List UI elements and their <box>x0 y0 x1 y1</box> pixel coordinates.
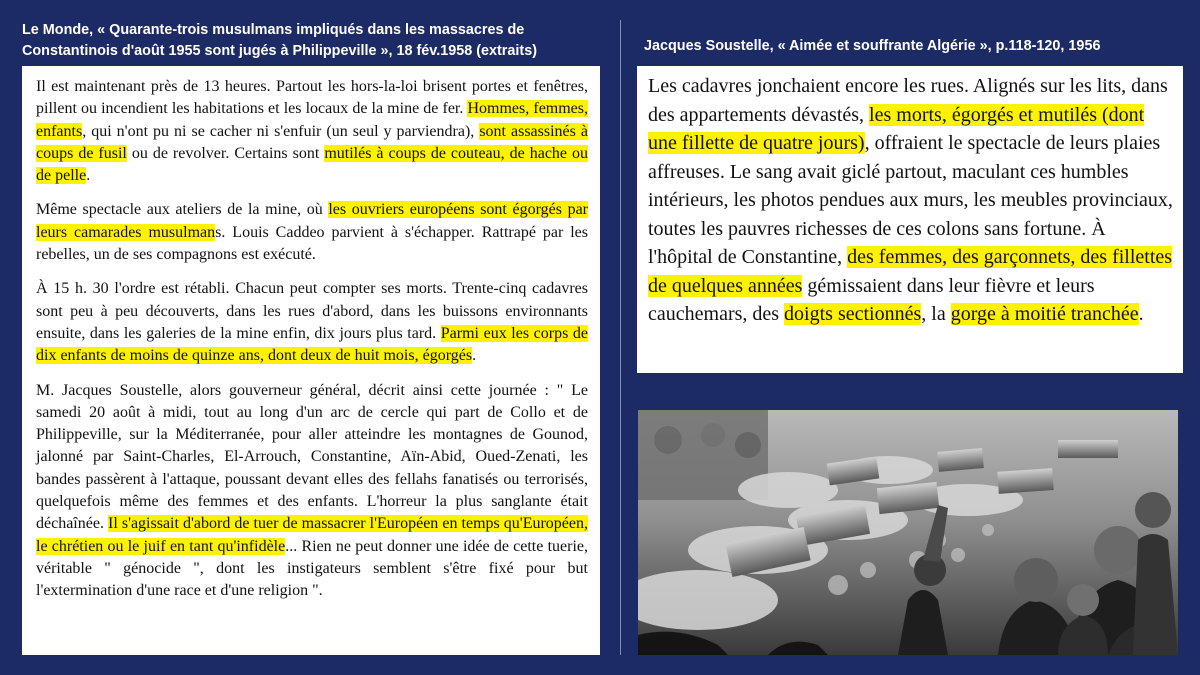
highlighted-phrase: Hommes, femmes, enfants <box>36 100 589 140</box>
excerpt-paragraph-1 <box>36 76 588 187</box>
left-title-line-1: Le Monde, « Quarante-trois musulmans impliqués dans les massacres de <box>22 22 525 38</box>
text-run: gémissaient dans leur fièvre et leurs cauchemars, des <box>648 274 1095 325</box>
left-title-line-2: Constantinois d'août 1955 sont jugés à Philippeville », 18 fév.1958 (extraits) <box>22 43 537 59</box>
text-run: ou de revolver. Certains sont <box>126 144 325 162</box>
le-monde-excerpt-panel <box>22 66 600 655</box>
text-run: , offraient le spectacle de leurs plaies affreuses. Le sang avait giclé partout, maculant ces humbles intérieurs, les photos pendues aux murs, les meubles provinciaux, toutes les pauvres richesses de ces colons sans fortune. À l'hôpital de Constantine, <box>648 132 1173 268</box>
excerpt-paragraph-4 <box>36 380 588 603</box>
excerpt-paragraph-2 <box>36 199 588 266</box>
highlighted-phrase: les ouvriers européens sont égorgés par leurs camarades musulman <box>36 201 588 241</box>
highlighted-phrase: des femmes, des garçonnets, des fillettes de quelques années <box>648 246 1173 297</box>
highlighted-phrase: mutilés à coups de couteau, de hache ou de pelle <box>36 144 589 185</box>
funeral-crowd-photo-illustration <box>638 410 1178 655</box>
right-source-title: Jacques Soustelle, « Aimée et souffrante Algérie », p.118-120, 1956 <box>644 38 1101 54</box>
text-run: . <box>1138 303 1144 325</box>
le-monde-excerpt-text <box>22 66 600 603</box>
text-run: À 15 h. 30 l'ordre est rétabli. Chacun peut compter ses morts. Trente-cinq cadavres sont peu à peu découverts, dans les rues d'abord, dans les buissons environnants ensuite, dans les galeries de la mine enfin, dix jours plus tard. <box>36 280 588 342</box>
historical-photo <box>638 410 1178 655</box>
text-run: Même spectacle aux ateliers de la mine, où <box>36 201 329 219</box>
highlighted-phrase: gorge à moitié tranchée <box>950 303 1139 325</box>
highlighted-phrase: sont assassinés à coups de fusil <box>36 122 589 162</box>
text-run: . <box>86 167 91 185</box>
text-run: Les cadavres jonchaient encore les rues. Alignés sur les lits, dans des appartements dévastés, <box>648 75 1168 126</box>
text-run: ... Rien ne peut donner une idée de cette tuerie, véritable " génocide ", dont les instigateurs semblent s'être fixé pour but l'extermination d'une race et d'une religion ". <box>36 537 588 600</box>
text-run: s. Louis Caddeo parvient à s'échapper. Rattrapé par les rebelles, un de ses compagnons est exécuté. <box>36 223 588 264</box>
soustelle-excerpt-panel <box>637 66 1183 373</box>
text-run: , qui n'ont pu ni se cacher ni s'enfuir (un seul y parviendra), <box>82 122 480 140</box>
text-run: Il est maintenant près de 13 heures. Partout les hors-la-loi brisent portes et fenêtres, pillent ou incendient les habitations et les locaux de la mine de fer. <box>36 78 588 118</box>
excerpt-paragraph-3 <box>36 278 588 367</box>
highlighted-phrase: Il s'agissait d'abord de tuer de massacrer l'Européen en temps qu'Européen, le chrétien ou le juif en tant qu'infidèle <box>36 515 588 555</box>
highlighted-phrase: les morts, égorgés et mutilés (dont une fillette de quatre jours) <box>648 103 1145 154</box>
text-run: M. Jacques Soustelle, alors gouverneur général, décrit ainsi cette journée : " Le samedi 20 août à midi, tout au long d'un arc de cercle qui part de Collo et de Philippeville, sur la Méditerranée, pour aller atteindre les montagnes de Gounod, jalonné par Saint-Charles, El-Arrouch, Constantine, Aïn-Abid, Oued-Zenati, les bandes passèrent à l'attaque, poussant devant elles des fellahs fanatisés ou terrorisés, quelquefois même des femmes et des enfants. L'horreur la plus sanglante était déchaînée. <box>36 381 588 533</box>
text-run: . <box>472 347 477 365</box>
text-run: , la <box>921 303 951 325</box>
left-source-title <box>22 20 597 62</box>
highlighted-phrase: doigts sectionnés <box>784 303 922 325</box>
soustelle-excerpt-text <box>637 66 1183 329</box>
highlighted-phrase: Parmi eux les corps de dix enfants de moins de quinze ans, dont deux de huit mois, égorgés <box>36 324 588 365</box>
column-divider <box>620 20 621 655</box>
